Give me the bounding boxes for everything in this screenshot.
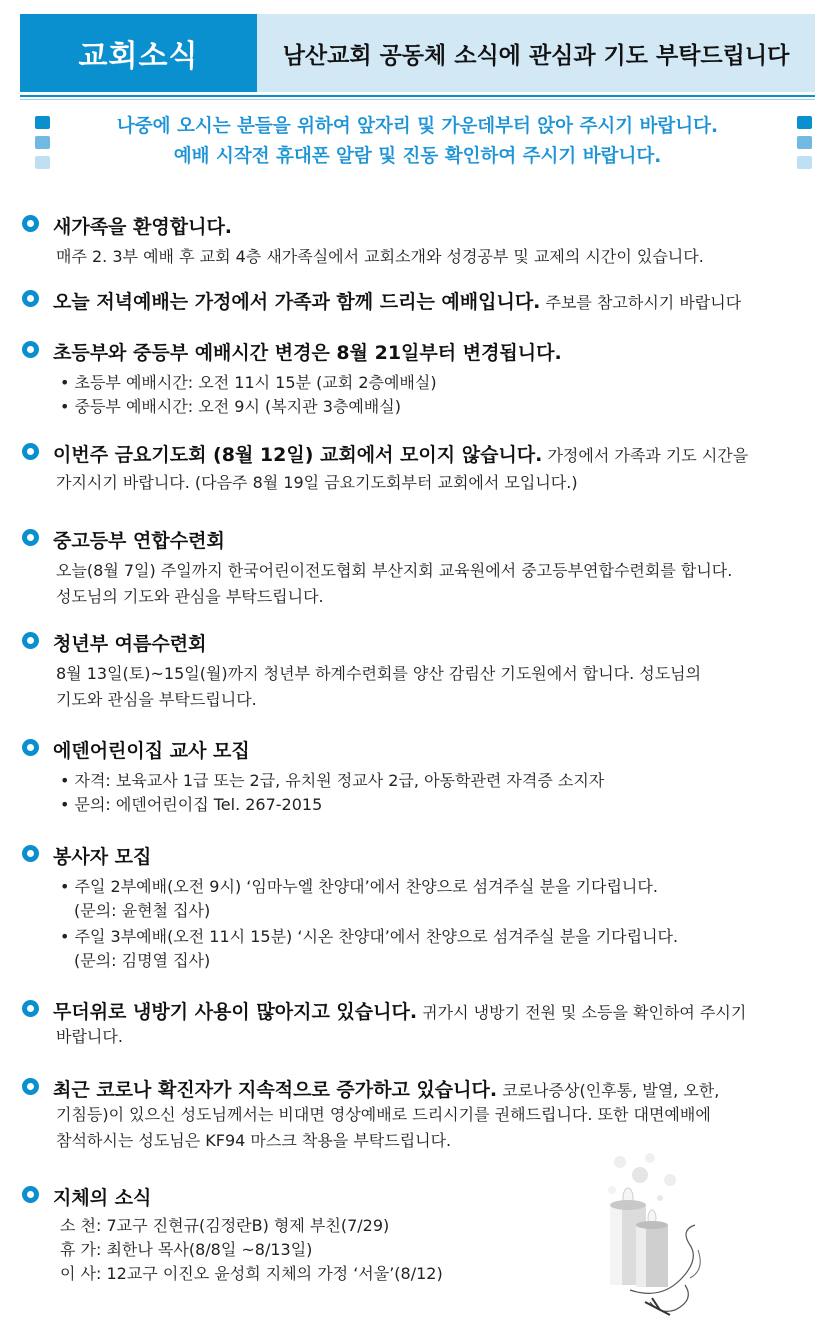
bullet-icon [22, 1186, 39, 1203]
news-item-friday-prayer [22, 440, 812, 500]
list-item: • 주일 2부예배(오전 9시) ‘임마누엘 찬양대’에서 찬양으로 섬겨주실 분을 기다립니다. [60, 877, 658, 896]
bullet-icon [22, 739, 39, 756]
bullet-icon [22, 1000, 39, 1017]
news-body: 매주 2. 3부 예배 후 교회 4층 새가족실에서 교회소개와 성경공부 및 교제의 시간이 있습니다. [56, 247, 704, 266]
news-body: 코로나증상(인후통, 발열, 오한, [502, 1081, 720, 1100]
list-item: • 주일 3부예배(오전 11시 15분) ‘시온 찬양대’에서 찬양으로 섬겨주실 분을 기다립니다. [60, 927, 679, 946]
news-item-volunteer-recruit [22, 842, 812, 972]
news-item-new-family [22, 212, 812, 272]
news-body-continued: 참석하시는 성도님은 KF94 마스크 착용을 부탁드립니다. [56, 1131, 452, 1150]
list-item: • 초등부 예배시간: 오전 11시 15분 (교회 2층예배실) [60, 373, 437, 392]
news-item-schedule-change [22, 338, 812, 428]
list-item: • 자격: 보육교사 1급 또는 2급, 유치원 정교사 2급, 아동학관련 자격증 소지자 [60, 771, 605, 790]
news-item-youth-retreat [22, 526, 812, 606]
news-item-teacher-recruit [22, 736, 812, 816]
news-title: 오늘 저녁예배는 가정에서 가족과 함께 드리는 예배입니다. [53, 291, 541, 313]
notice-line-1: 나중에 오시는 분들을 위하여 앞자리 및 가운데부터 앉아 주시기 바랍니다. [116, 116, 719, 137]
news-title: 새가족을 환영합니다. [53, 216, 233, 238]
news-title: 에덴어린이집 교사 모집 [53, 740, 250, 762]
bullet-icon [22, 529, 39, 546]
news-body: 가정에서 가족과 기도 시간을 [547, 446, 749, 465]
list-item: • 중등부 예배시간: 오전 9시 (복지관 3층예배실) [60, 397, 401, 416]
header-divider-thin [20, 99, 815, 100]
news-body: 기도와 관심을 부탁드립니다. [56, 690, 257, 709]
news-item-covid [22, 1075, 812, 1160]
notice-line-2: 예배 시작전 휴대폰 알람 및 진동 확인하여 주시기 바랍니다. [173, 146, 662, 167]
news-item-air-conditioner [22, 997, 812, 1057]
news-body-continued: 바랍니다. [56, 1027, 123, 1046]
list-item: 휴 가: 최한나 목사(8/8일 ~8/13일) [60, 1240, 313, 1259]
list-item: 이 사: 12교구 이진오 윤성희 지체의 가정 ‘서울’(8/12) [60, 1264, 443, 1283]
news-title: 청년부 여름수련회 [53, 633, 207, 655]
news-title: 봉사자 모집 [53, 846, 152, 868]
news-body: 귀가시 냉방기 전원 및 소등을 확인하여 주시기 [422, 1003, 747, 1022]
header-divider [20, 95, 815, 97]
news-title: 이번주 금요기도회 (8월 12일) 교회에서 모이지 않습니다. [53, 444, 543, 466]
bullet-icon [22, 443, 39, 460]
bullet-icon [22, 215, 39, 232]
bullet-icon [22, 632, 39, 649]
bullet-icon [22, 290, 39, 307]
news-body-continued: 기침등)이 있으신 성도님께서는 비대면 영상예배로 드리시기를 권해드립니다. 또한 대면예배에 [56, 1105, 711, 1124]
news-body: 8월 13일(토)~15일(월)까지 청년부 하계수련회를 양산 감림산 기도원에서 합니다. 성도님의 [56, 664, 702, 683]
news-title: 지체의 소식 [53, 1187, 152, 1209]
news-body: 오늘(8월 7일) 주일까지 한국어린이전도협회 부산지회 교육원에서 중고등부연합수련회를 합니다. [56, 561, 733, 580]
notice-box [20, 110, 815, 180]
page-header [20, 14, 815, 94]
news-title: 초등부와 중등부 예배시간 변경은 8월 21일부터 변경됩니다. [53, 342, 562, 364]
news-body: 주보를 참고하시기 바랍니다 [545, 293, 742, 312]
bullet-icon [22, 845, 39, 862]
header-subtitle: 남산교회 공동체 소식에 관심과 기도 부탁드립니다 [257, 14, 815, 92]
news-title: 중고등부 연합수련회 [53, 530, 225, 552]
section-title: 교회소식 [20, 14, 257, 92]
list-item: 소 천: 7교구 진현규(김정란B) 형제 부친(7/29) [60, 1216, 390, 1235]
news-title: 무더위로 냉방기 사용이 많아지고 있습니다. [53, 1001, 418, 1023]
list-item: • 문의: 에덴어린이집 Tel. 267-2015 [60, 795, 323, 814]
contact-info: (문의: 김명열 집사) [74, 951, 211, 970]
news-body: 성도님의 기도와 관심을 부탁드립니다. [56, 587, 324, 606]
bullet-icon [22, 1078, 39, 1095]
news-item-evening-service [22, 287, 812, 317]
contact-info: (문의: 윤현철 집사) [74, 901, 211, 920]
candle-illustration [590, 1150, 750, 1320]
news-body-continued: 가지시기 바랍니다. (다음주 8월 19일 금요기도회부터 교회에서 모입니다.) [56, 473, 578, 492]
news-title: 최근 코로나 확진자가 지속적으로 증가하고 있습니다. [53, 1079, 498, 1101]
news-item-young-adult-retreat [22, 629, 812, 709]
bullet-icon [22, 341, 39, 358]
